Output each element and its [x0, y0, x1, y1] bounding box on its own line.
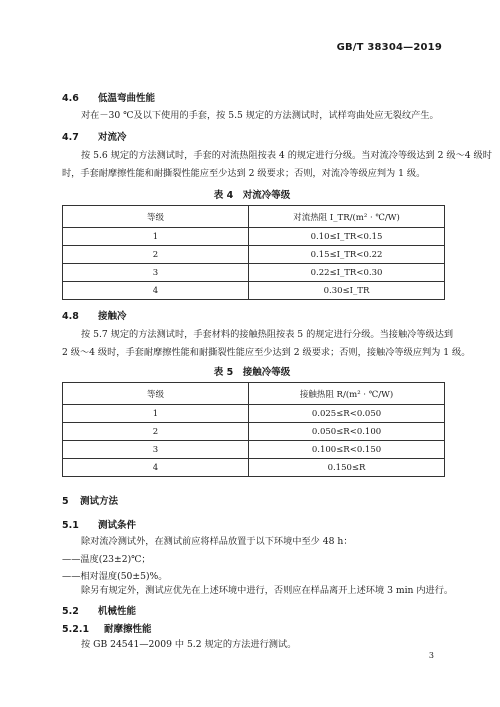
table-header-row: [63, 383, 445, 405]
cell-range: 0.100≤R<0.150: [249, 441, 445, 459]
cell-range: 0.30≤I_TR: [249, 282, 445, 300]
cell-level: 4: [63, 459, 249, 477]
cell-level: 3: [63, 264, 249, 282]
cell-level: 2: [63, 246, 249, 264]
heading-5-2-1: [62, 621, 152, 635]
section-number: 4.7: [62, 132, 79, 143]
section-title: 机械性能: [98, 606, 137, 617]
cell-range: 0.15≤I_TR<0.22: [249, 246, 445, 264]
section-number: 4.6: [62, 93, 79, 104]
paragraph-text: 除另有规定外，测试应优先在上述环境中进行，否则应在样品离开上述环境 3 min 内进行。: [81, 585, 454, 596]
table-row: [63, 405, 445, 423]
paragraph-text: 按 GB 24541—2009 中 5.2 规定的方法进行测试。: [81, 639, 297, 650]
heading-4-6: [62, 90, 155, 104]
table-row: [63, 423, 445, 441]
paragraph-5-1-outro: [62, 582, 454, 600]
cell-range: 0.22≤I_TR<0.30: [249, 264, 445, 282]
section-number: 5.2: [62, 606, 79, 617]
cell-range: 0.10≤I_TR<0.15: [249, 228, 445, 246]
table-row: [63, 282, 445, 300]
column-header-level: 等级: [63, 383, 249, 405]
cell-range: 0.025≤R<0.050: [249, 405, 445, 423]
paragraph-5-1-intro: [62, 533, 442, 551]
column-header-level: 等级: [63, 206, 249, 228]
document-id: GB/T 38304—2019: [336, 42, 442, 53]
heading-4-7: [62, 129, 127, 143]
heading-5-2: [62, 603, 136, 617]
paragraph-4-6: [62, 107, 442, 125]
paragraph-text: 对在－30 ℃及以下使用的手套，按 5.5 规定的方法测试时，试样弯曲处应无裂纹产生。: [81, 110, 439, 121]
table-5: [62, 382, 445, 477]
section-title: 接触冷: [98, 311, 127, 322]
heading-4-8: [62, 308, 127, 322]
paragraph-line: 时，手套耐摩擦性能和耐撕裂性能应至少达到 2 级要求；否则，对流冷等级应判为 1 级。: [62, 168, 426, 179]
list-item: ——相对湿度(50±5)%。: [62, 571, 168, 582]
column-header-value: 对流热阻 I_TR/(m² · ℃/W): [249, 206, 445, 228]
cell-level: 2: [63, 423, 249, 441]
cell-level: 4: [63, 282, 249, 300]
table-row: [63, 441, 445, 459]
table-header-row: [63, 206, 445, 228]
list-item: ——温度(23±2)℃；: [62, 554, 151, 565]
paragraph-line: 按 5.6 规定的方法测试时，手套的对流热阻按表 4 的规定进行分级。当对流冷等级达到 2 级～4 级时: [81, 150, 492, 161]
paragraph-line: 2 级～4 级时，手套耐摩擦性能和耐撕裂性能应至少达到 2 级要求；否则，接触冷等级应判为 1 级。: [62, 347, 471, 358]
cell-level: 1: [63, 405, 249, 423]
paragraph-4-8: [62, 326, 471, 362]
paragraph-4-7: [62, 147, 492, 183]
section-number: 5: [62, 496, 69, 507]
section-title: 对流冷: [98, 132, 127, 143]
table-row: [63, 228, 445, 246]
page-number: 3: [428, 651, 434, 660]
section-title: 测试条件: [98, 520, 137, 531]
section-number: 5.1: [62, 520, 79, 531]
condition-list: [62, 551, 167, 585]
section-title: 耐摩擦性能: [104, 624, 152, 635]
cell-range: 0.050≤R<0.100: [249, 423, 445, 441]
section-title: 低温弯曲性能: [98, 93, 156, 104]
section-number: 4.8: [62, 311, 79, 322]
cell-level: 3: [63, 441, 249, 459]
heading-5-1: [62, 517, 136, 531]
column-header-value: 接触热阻 R/(m² · ℃/W): [249, 383, 445, 405]
table-row: [63, 246, 445, 264]
paragraph-text: 除对流冷测试外，在测试前应将样品放置于以下环境中至少 48 h：: [81, 536, 353, 547]
cell-level: 1: [63, 228, 249, 246]
table-4: [62, 205, 445, 300]
paragraph-line: 按 5.7 规定的方法测试时，手套材料的接触热阻按表 5 的规定进行分级。当接触冷等级达到: [81, 329, 454, 340]
section-number: 5.2.1: [62, 624, 90, 635]
cell-range: 0.150≤R: [249, 459, 445, 477]
paragraph-5-2-1: [62, 636, 442, 654]
table-row: [63, 459, 445, 477]
section-title: 测试方法: [80, 496, 119, 507]
table-row: [63, 264, 445, 282]
heading-5: [62, 493, 118, 507]
table-4-caption: 表 4 对流冷等级: [213, 190, 291, 201]
table-5-caption: 表 5 接触冷等级: [213, 367, 291, 378]
